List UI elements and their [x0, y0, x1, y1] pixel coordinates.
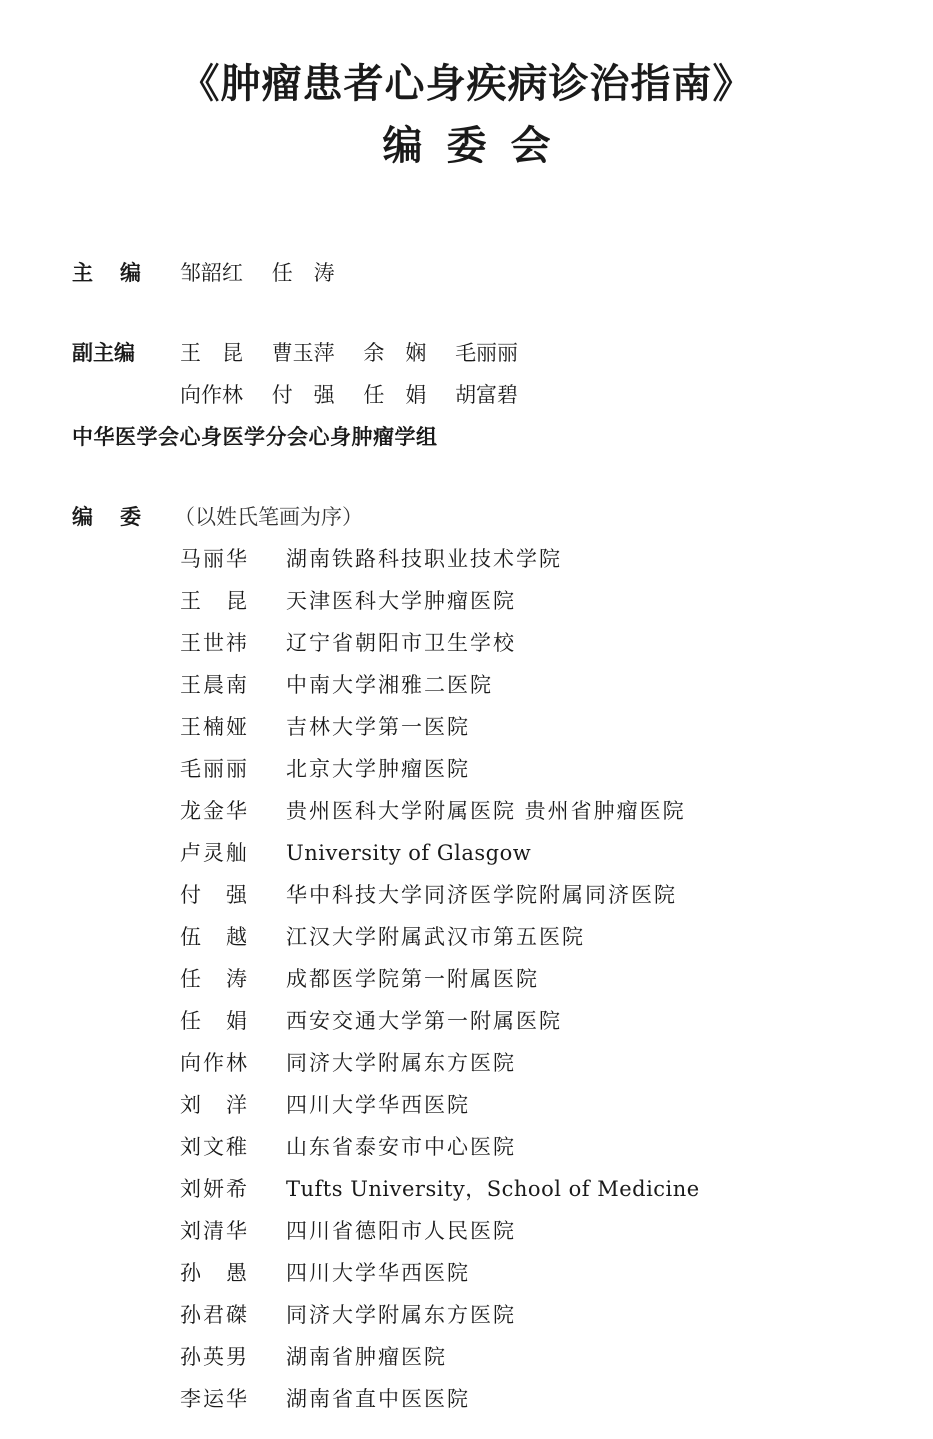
- committee-order-note: （以姓氏笔画为序）: [174, 505, 363, 529]
- member-name: 向作林: [180, 1051, 249, 1075]
- deputy-editors-label: 副主编: [72, 341, 135, 365]
- deputy-editor-name: 曹玉萍: [271, 341, 335, 365]
- document-title: 《肿瘤患者心身疾病诊治指南》: [179, 60, 754, 107]
- member-name: 刘文稚: [180, 1135, 249, 1159]
- deputy-editors-names-2: [180, 380, 540, 410]
- member-institution: 同济大学附属东方医院: [286, 1303, 516, 1327]
- deputy-editors-names-1: [180, 338, 540, 368]
- member-name: 李运华: [180, 1387, 249, 1411]
- member-institution: 四川大学华西医院: [286, 1261, 470, 1285]
- member-institution: 四川大学华西医院: [286, 1093, 470, 1117]
- member-institution: 成都医学院第一附属医院: [286, 967, 539, 991]
- member-name: 王晨南: [180, 673, 249, 697]
- deputy-editor-name: 付 强: [271, 383, 335, 407]
- chief-editor-name: 邹韶红: [180, 261, 243, 285]
- member-institution: 天津医科大学肿瘤医院: [286, 589, 516, 613]
- member-name: 任 涛: [180, 967, 249, 991]
- document-subtitle: 编委会: [382, 122, 575, 169]
- member-institution: 江汉大学附属武汉市第五医院: [286, 925, 585, 949]
- committee-label: 编委: [72, 505, 168, 529]
- member-name: 孙英男: [180, 1345, 249, 1369]
- member-institution: 同济大学附属东方医院: [286, 1051, 516, 1075]
- member-name: 马丽华: [180, 547, 249, 571]
- member-name: 王楠娅: [180, 715, 249, 739]
- member-institution: 中南大学湘雅二医院: [286, 673, 493, 697]
- member-institution: 西安交通大学第一附属医院: [286, 1009, 562, 1033]
- deputy-editor-name: 王 昆: [180, 341, 243, 365]
- member-institution: 北京大学肿瘤医院: [286, 757, 470, 781]
- member-name: 卢灵舢: [180, 841, 249, 865]
- member-institution: 华中科技大学同济医学院附属同济医院: [286, 883, 677, 907]
- member-institution: 四川省德阳市人民医院: [286, 1219, 516, 1243]
- member-name: 伍 越: [180, 925, 249, 949]
- member-institution: 吉林大学第一医院: [286, 715, 470, 739]
- member-name: 刘清华: [180, 1219, 249, 1243]
- deputy-editor-name: 毛丽丽: [455, 341, 519, 365]
- deputy-editor-name: 余 娴: [363, 341, 427, 365]
- member-institution: Tufts University，School of Medicine: [286, 1177, 700, 1201]
- member-institution: 湖南省直中医医院: [286, 1387, 470, 1411]
- member-name: 王世祎: [180, 631, 249, 655]
- member-name: 王 昆: [180, 589, 249, 613]
- member-name: 孙 愚: [180, 1261, 249, 1285]
- chief-editor-name: 任 涛: [271, 261, 335, 285]
- deputy-editor-name: 向作林: [180, 383, 243, 407]
- member-institution: 山东省泰安市中心医院: [286, 1135, 516, 1159]
- member-institution: 贵州医科大学附属医院 贵州省肿瘤医院: [286, 799, 686, 823]
- member-name: 毛丽丽: [180, 757, 249, 781]
- chief-editors-label: 主编: [72, 261, 168, 285]
- member-name: 孙君磔: [180, 1303, 249, 1327]
- deputy-editor-name: 任 娟: [363, 383, 427, 407]
- member-institution: 辽宁省朝阳市卫生学校: [286, 631, 516, 655]
- society-name: 中华医学会心身医学分会心身肿瘤学组: [72, 425, 438, 449]
- member-institution: 湖南省肿瘤医院: [286, 1345, 447, 1369]
- chief-editors-names: [180, 258, 357, 288]
- member-name: 龙金华: [180, 799, 249, 823]
- member-name: 刘妍希: [180, 1177, 249, 1201]
- member-name: 刘 洋: [180, 1093, 249, 1117]
- member-name: 任 娟: [180, 1009, 249, 1033]
- deputy-editor-name: 胡富碧: [455, 383, 519, 407]
- member-name: 付 强: [180, 883, 249, 907]
- member-institution: University of Glasgow: [286, 841, 532, 865]
- member-institution: 湖南铁路科技职业技术学院: [286, 547, 562, 571]
